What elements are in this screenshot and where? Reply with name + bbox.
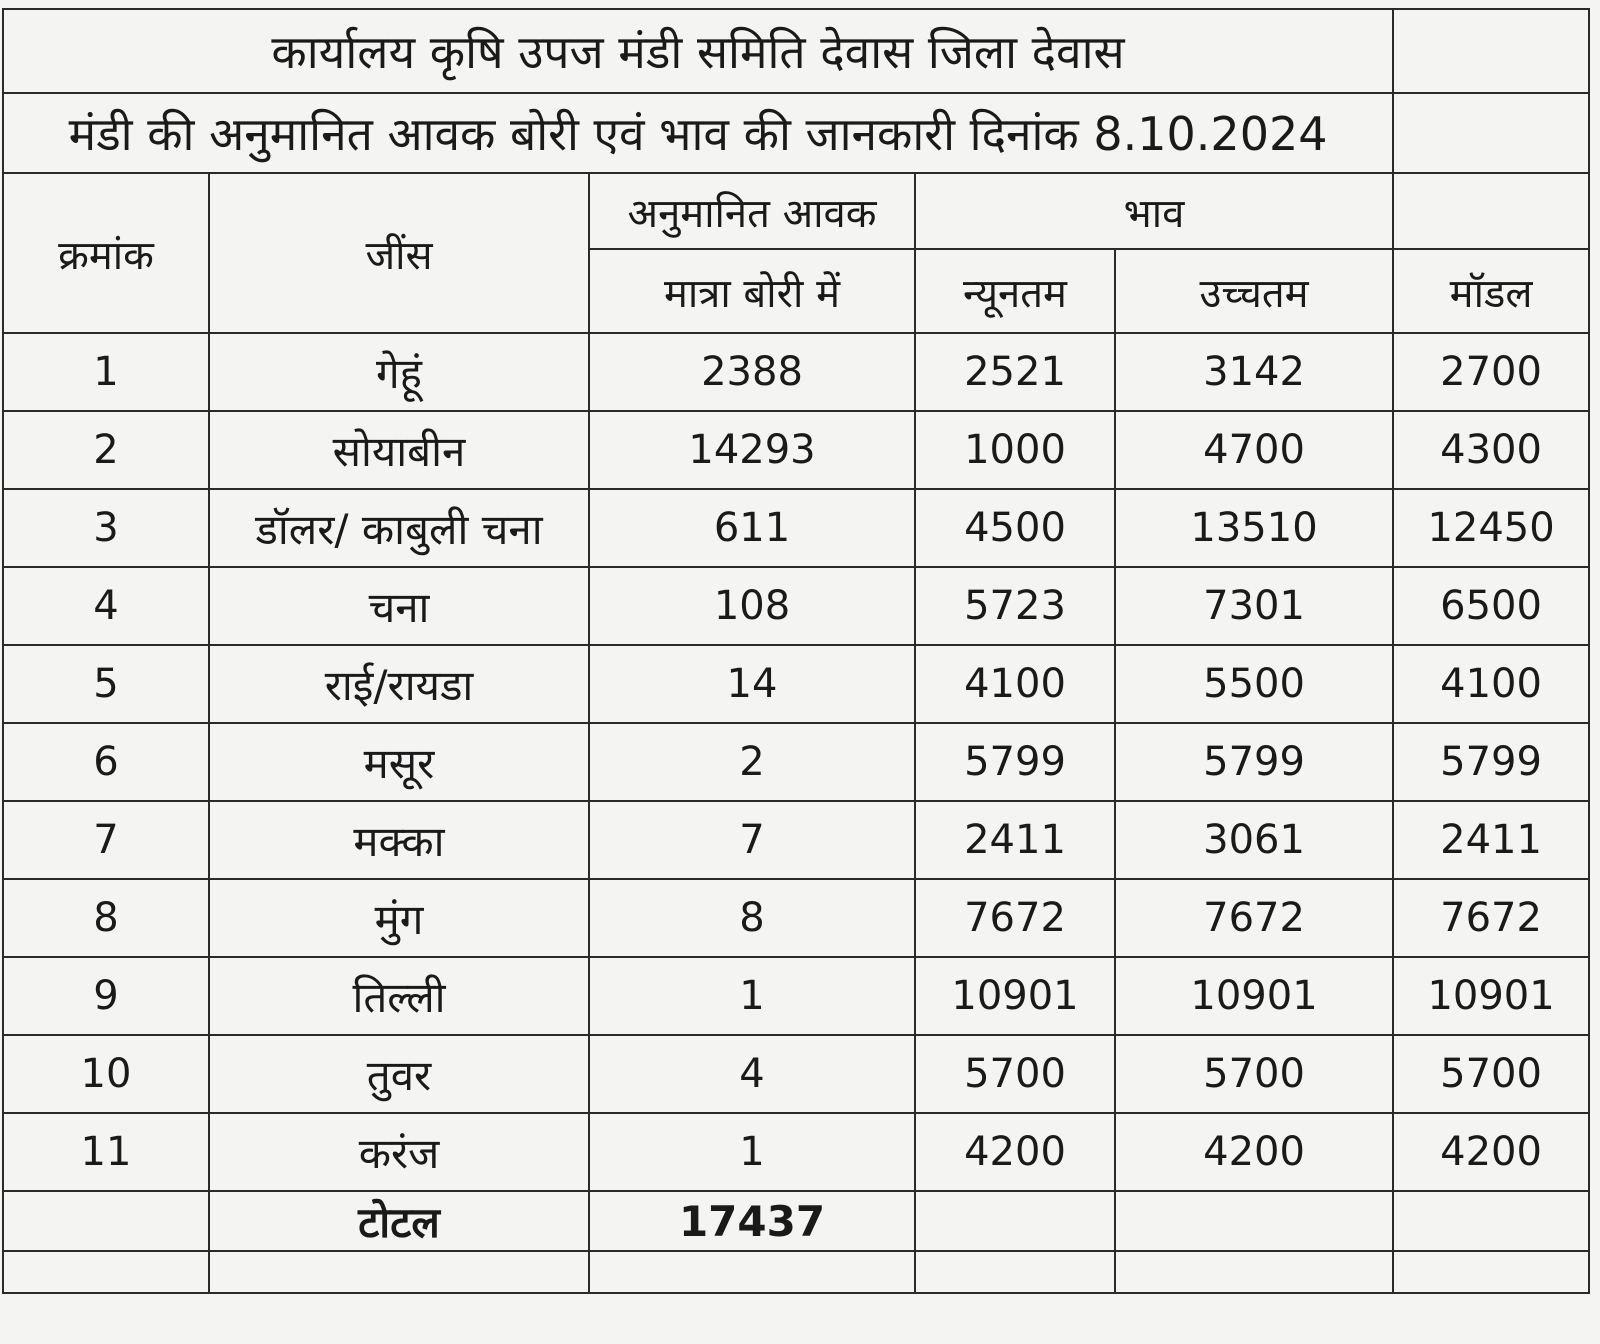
min-price-cell: 5799 [915, 723, 1115, 801]
modal-price-cell: 2700 [1393, 333, 1589, 411]
table-row [3, 879, 1589, 957]
arrival-quantity-cell: 14 [589, 645, 915, 723]
max-price-cell: 5500 [1115, 645, 1393, 723]
max-price-cell: 7672 [1115, 879, 1393, 957]
modal-price-cell: 4200 [1393, 1113, 1589, 1191]
header-modal-price: मॉडल [1393, 249, 1589, 333]
min-price-cell: 4100 [915, 645, 1115, 723]
max-price-cell: 10901 [1115, 957, 1393, 1035]
modal-price-cell: 5700 [1393, 1035, 1589, 1113]
table-row [3, 1113, 1589, 1191]
empty-cell [589, 1251, 915, 1293]
commodity-cell: राई/रायडा [209, 645, 589, 723]
commodity-cell: सोयाबीन [209, 411, 589, 489]
empty-cell [915, 1191, 1115, 1251]
empty-cell [1115, 1191, 1393, 1251]
arrival-quantity-cell: 4 [589, 1035, 915, 1113]
table-row [3, 723, 1589, 801]
arrival-quantity-cell: 1 [589, 1113, 915, 1191]
table-row [3, 801, 1589, 879]
total-arrival-value: 17437 [589, 1191, 915, 1251]
max-price-cell: 5799 [1115, 723, 1393, 801]
commodity-cell: डॉलर/ काबुली चना [209, 489, 589, 567]
commodity-cell: मक्का [209, 801, 589, 879]
table-row [3, 957, 1589, 1035]
blank-row [3, 1251, 1589, 1293]
modal-price-cell: 10901 [1393, 957, 1589, 1035]
page-title: कार्यालय कृषि उपज मंडी समिति देवास जिला देवास [3, 9, 1393, 93]
modal-price-cell: 5799 [1393, 723, 1589, 801]
arrival-quantity-cell: 8 [589, 879, 915, 957]
max-price-cell: 3142 [1115, 333, 1393, 411]
serial-number-cell: 6 [3, 723, 209, 801]
serial-number-cell: 8 [3, 879, 209, 957]
max-price-cell: 4200 [1115, 1113, 1393, 1191]
table-row [3, 333, 1589, 411]
max-price-cell: 7301 [1115, 567, 1393, 645]
max-price-cell: 4700 [1115, 411, 1393, 489]
min-price-cell: 5723 [915, 567, 1115, 645]
header-arrival: अनुमानित आवक [589, 173, 915, 249]
arrival-quantity-cell: 108 [589, 567, 915, 645]
page-subtitle: मंडी की अनुमानित आवक बोरी एवं भाव की जानकारी दिनांक 8.10.2024 [3, 93, 1393, 173]
total-label: टोटल [209, 1191, 589, 1251]
serial-number-cell: 5 [3, 645, 209, 723]
arrival-quantity-cell: 7 [589, 801, 915, 879]
min-price-cell: 10901 [915, 957, 1115, 1035]
header-min-price: न्यूनतम [915, 249, 1115, 333]
serial-number-cell: 9 [3, 957, 209, 1035]
min-price-cell: 7672 [915, 879, 1115, 957]
table-row [3, 567, 1589, 645]
min-price-cell: 1000 [915, 411, 1115, 489]
commodity-cell: मुंग [209, 879, 589, 957]
max-price-cell: 13510 [1115, 489, 1393, 567]
modal-price-cell: 7672 [1393, 879, 1589, 957]
max-price-cell: 3061 [1115, 801, 1393, 879]
arrival-quantity-cell: 611 [589, 489, 915, 567]
commodity-cell: तुवर [209, 1035, 589, 1113]
mandi-price-table [2, 8, 1590, 1294]
arrival-quantity-cell: 2388 [589, 333, 915, 411]
commodity-cell: गेहूं [209, 333, 589, 411]
commodity-cell: तिल्ली [209, 957, 589, 1035]
empty-cell [3, 1191, 209, 1251]
min-price-cell: 2411 [915, 801, 1115, 879]
empty-cell [3, 1251, 209, 1293]
modal-price-cell: 2411 [1393, 801, 1589, 879]
min-price-cell: 4500 [915, 489, 1115, 567]
header-commodity: जींस [209, 173, 589, 333]
modal-price-cell: 12450 [1393, 489, 1589, 567]
empty-cell [209, 1251, 589, 1293]
empty-cell [915, 1251, 1115, 1293]
serial-number-cell: 3 [3, 489, 209, 567]
serial-number-cell: 4 [3, 567, 209, 645]
header-serial: क्रमांक [3, 173, 209, 333]
table-row [3, 1035, 1589, 1113]
serial-number-cell: 7 [3, 801, 209, 879]
empty-cell [1393, 1251, 1589, 1293]
arrival-quantity-cell: 1 [589, 957, 915, 1035]
commodity-cell: चना [209, 567, 589, 645]
table-row [3, 411, 1589, 489]
serial-number-cell: 1 [3, 333, 209, 411]
serial-number-cell: 11 [3, 1113, 209, 1191]
modal-price-cell: 6500 [1393, 567, 1589, 645]
arrival-quantity-cell: 14293 [589, 411, 915, 489]
empty-cell [1393, 9, 1589, 93]
min-price-cell: 4200 [915, 1113, 1115, 1191]
empty-cell [1393, 93, 1589, 173]
commodity-cell: मसूर [209, 723, 589, 801]
min-price-cell: 2521 [915, 333, 1115, 411]
table-row [3, 645, 1589, 723]
commodity-cell: करंज [209, 1113, 589, 1191]
modal-price-cell: 4100 [1393, 645, 1589, 723]
serial-number-cell: 2 [3, 411, 209, 489]
table-row [3, 489, 1589, 567]
empty-cell [1393, 173, 1589, 249]
header-arrival-unit: मात्रा बोरी में [589, 249, 915, 333]
header-max-price: उच्चतम [1115, 249, 1393, 333]
max-price-cell: 5700 [1115, 1035, 1393, 1113]
empty-cell [1115, 1251, 1393, 1293]
serial-number-cell: 10 [3, 1035, 209, 1113]
modal-price-cell: 4300 [1393, 411, 1589, 489]
min-price-cell: 5700 [915, 1035, 1115, 1113]
arrival-quantity-cell: 2 [589, 723, 915, 801]
total-row [3, 1191, 1589, 1251]
header-price: भाव [915, 173, 1393, 249]
empty-cell [1393, 1191, 1589, 1251]
